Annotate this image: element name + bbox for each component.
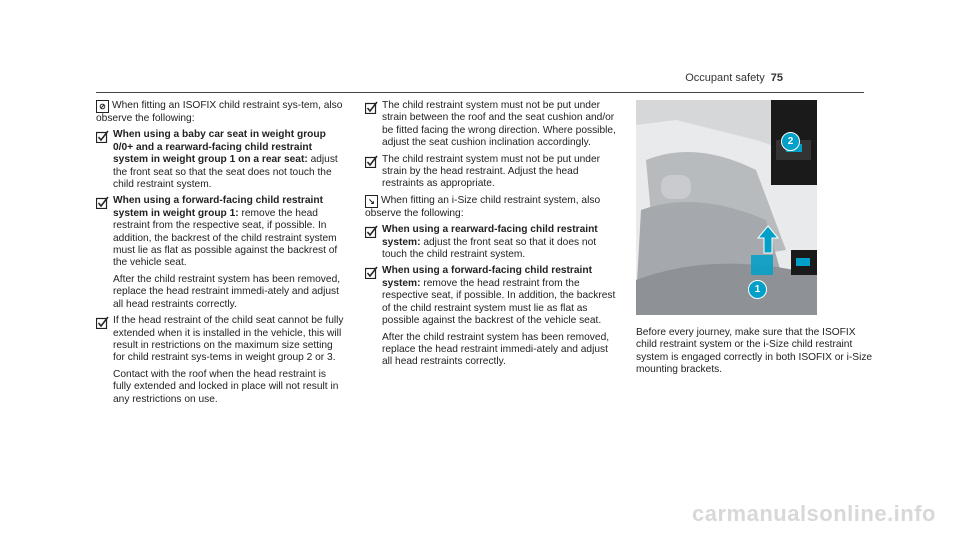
isofix-symbol-icon: ⊘: [96, 100, 109, 113]
column-middle: [365, 100, 620, 373]
item-heading: When using a rearward-facing child restraint system:: [382, 224, 598, 248]
list-item: [365, 265, 620, 368]
item-text: adjust the front seat so that it does not touch the child restraint system.: [382, 236, 597, 261]
item-heading: When using a baby car seat in weight group 0/0+ and a rearward-facing child restraint system in weight group 1 on a rear seat:: [113, 129, 326, 166]
isize-note-text: When fitting an i-Size child restraint system, also observe the following:: [365, 194, 601, 219]
item-text: The child restraint system must not be put under strain between the roof and the seat cushion and/or be fitted facing the wrong direction. Where possible, adjust the seat cushion inclination accordingly.: [382, 100, 616, 149]
isize-symbol-icon: ↘: [365, 195, 378, 208]
column-right: [636, 100, 876, 381]
item-subtext: After the child restraint system has been removed, replace the head restraint immedi-ately and adjust all head restraints correctly.: [382, 331, 610, 368]
item-text: The child restraint system must not be put under strain by the head restraint. Adjust the head restraints as appropriate.: [382, 153, 601, 190]
column-left: [96, 100, 346, 410]
item-subtext: Contact with the roof when the head restraint is fully extended and locked in place will not result in any restrictions on use.: [113, 368, 339, 405]
list-item: [96, 129, 346, 191]
item-text: adjust the front seat so that the seat does not touch the child restraint system.: [113, 154, 338, 191]
checkmark-icon: [365, 265, 382, 368]
isofix-note: [96, 100, 346, 125]
callout-1: 1: [748, 280, 767, 299]
section-title: Occupant safety: [685, 72, 765, 84]
item-heading: When using a forward-facing child restraint system in weight group 1:: [113, 195, 323, 219]
isize-note: [365, 195, 620, 220]
list-item: [365, 224, 620, 261]
list-item: [365, 100, 620, 150]
item-heading: When using a forward-facing child restraint system:: [382, 265, 592, 289]
checkmark-icon: [365, 100, 382, 150]
list-item: [365, 154, 620, 191]
checkmark-icon: [365, 154, 382, 191]
isofix-mounting-illustration: [636, 100, 817, 315]
callout-2: 2: [781, 132, 800, 151]
list-item: [96, 315, 346, 406]
item-subtext: After the child restraint system has been removed, replace the head restraint immedi-ately and adjust all head restraints correctly.: [113, 273, 341, 310]
item-text: If the head restraint of the child seat cannot be fully extended when it is installed in the vehicle, this will result in restrictions on the maximum size setting for child restraint sys-tems in weight group 2 or 3.: [113, 315, 344, 364]
page-header: [685, 72, 783, 84]
checkmark-icon: [96, 129, 113, 191]
isofix-note-text: When fitting an ISOFIX child restraint sys-tem, also observe the following:: [96, 100, 343, 124]
header-rule: [96, 92, 864, 93]
checkmark-icon: [96, 315, 113, 406]
item-text: remove the head restraint from the respective seat, if possible. In addition, the backrest of the child restraint system must lie as flat as possible against the backrest of the vehicle seat.: [113, 207, 338, 269]
watermark: carmanualsonline.info: [692, 501, 936, 526]
item-text: remove the head restraint from the respective seat, if possible. In addition, the backrest of the child restraint system must lie as flat as possible against the backrest of the vehicle seat.: [382, 277, 616, 327]
checkmark-icon: [96, 195, 113, 311]
figure-caption: Before every journey, make sure that the ISOFIX child restraint system or the i-Size child restraint system is engaged correctly in both ISOFIX or i-Size mounting brackets.: [636, 327, 873, 376]
page-number: 75: [770, 72, 783, 84]
checkmark-icon: [365, 224, 382, 261]
list-item: [96, 195, 346, 311]
